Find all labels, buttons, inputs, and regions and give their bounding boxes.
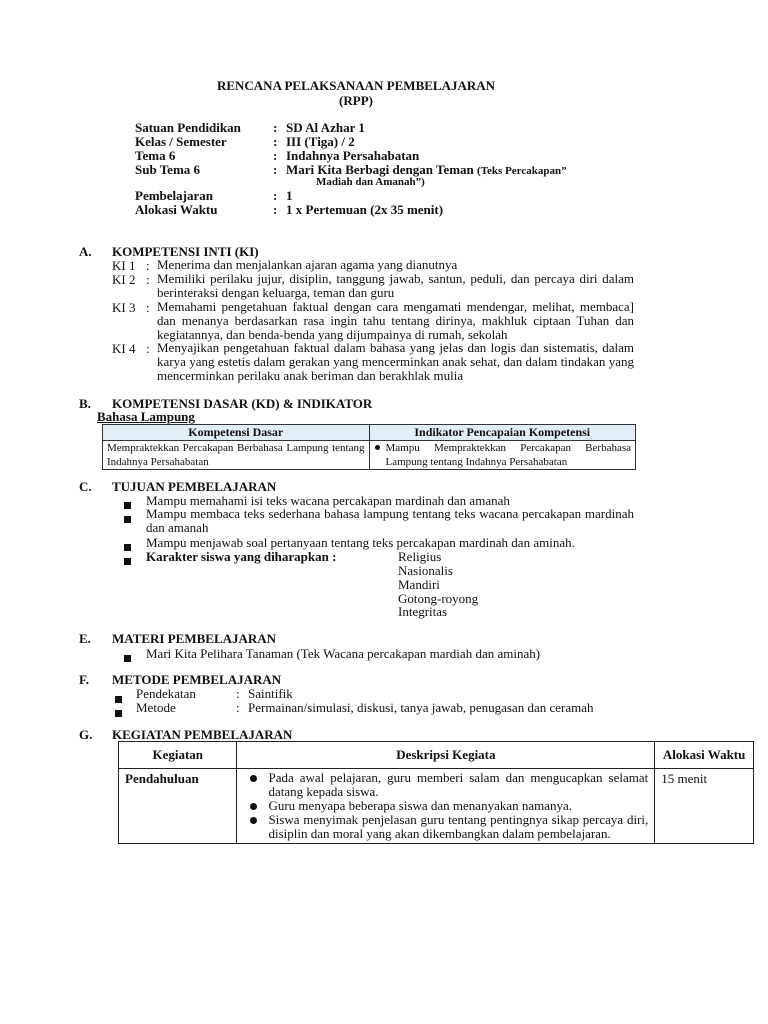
materi-item: Mari Kita Pelihara Tanaman (Tek Wacana percakapan mardiah dan aminah) (146, 646, 541, 661)
section-letter: C. (79, 479, 92, 494)
document-title: RENCANA PELAKSANAAN PEMBELAJARAN (216, 78, 496, 93)
metode-value: Permainan/simulasi, diskusi, tanya jawab, penugasan dan ceramah (248, 700, 594, 715)
info-label: Alokasi Waktu (135, 202, 218, 217)
info-value: III (Tiga) / 2 (286, 134, 355, 149)
subtema-value: Mari Kita Berbagi dengan Teman (286, 162, 474, 177)
indikator-header: Indikator Pencapaian Kompetensi (369, 425, 636, 441)
square-bullet-icon (124, 650, 131, 666)
alokasi-cell: 15 menit (655, 769, 754, 844)
section-letter: B. (79, 396, 91, 411)
karakter-item: Nasionalis (398, 563, 453, 578)
info-label: Pembelajaran (135, 188, 213, 203)
ki-text: Menyajikan pengetahuan faktual dalam bahasa yang jelas dan logis dan sistematis, dalam karya yang estetis dalam gerakan yang mencerminkan anak sehat, dan dalam tindakan yang mencerminkan perilaku anak beriman dan berakhlak mulia (157, 340, 634, 383)
info-colon: : (273, 148, 278, 163)
info-colon: : (273, 120, 278, 135)
metode-value: Saintifik (248, 686, 293, 701)
tujuan-item: Mampu membaca teks sederhana bahasa lampung tentang teks wacana percakapan mardinah dan amanah (146, 506, 634, 535)
bullet-icon (375, 445, 380, 450)
kegiatan-table (118, 741, 754, 844)
deskripsi-item (243, 813, 648, 841)
ki-code: KI 2 (112, 272, 136, 287)
metode-label: Metode (136, 700, 176, 715)
indikator-cell (369, 441, 636, 470)
section-letter: A. (79, 244, 92, 259)
karakter-item: Gotong-royong (398, 591, 479, 606)
deskripsi-text: Pada awal pelajaran, guru memberi salam dan mengucapkan selamat datang kepada siswa. (268, 770, 649, 799)
ki-colon: : (146, 258, 150, 273)
ki-code: KI 1 (112, 258, 136, 273)
section-title: KOMPETENSI DASAR (KD) & INDIKATOR (112, 396, 373, 411)
deskripsi-cell (237, 769, 655, 844)
ki-text: Memahami pengetahuan faktual dengan cara mengamati mendengar, melihat, membaca] dan menanya berdasarkan rasa ingin tahu tentang dirinya, makhluk ciptaan Tuhan dan kegiatannya, dan benda-benda yang dijumpainya di rumah, sekolah (157, 299, 634, 342)
section-letter: E. (79, 631, 91, 646)
square-bullet-icon (124, 553, 131, 569)
deskripsi-text: Guru menyapa beberapa siswa dan menanyakan namanya. (268, 798, 573, 813)
ki-colon: : (146, 300, 150, 315)
info-colon: : (273, 134, 278, 149)
info-label: Kelas / Semester (135, 134, 227, 149)
info-colon: : (273, 162, 278, 177)
ki-code: KI 3 (112, 300, 136, 315)
info-label: Tema 6 (135, 148, 176, 163)
deskripsi-item (243, 771, 648, 799)
subject-label: Bahasa Lampung (97, 409, 195, 424)
metode-colon: : (236, 686, 240, 701)
metode-label: Pendekatan (136, 686, 196, 701)
tujuan-item: Mampu menjawab soal pertanyaan tentang teks percakapan mardinah dan aminah. (146, 535, 575, 550)
ki-text: Memiliki perilaku jujur, disiplin, tanggung jawab, santun, peduli, dan percaya diri dalam berinteraksi dengan keluarga, teman dan guru (157, 271, 634, 300)
info-colon: : (273, 188, 278, 203)
document-subtitle: (RPP) (339, 93, 373, 108)
metode-colon: : (236, 700, 240, 715)
square-bullet-icon (124, 511, 131, 527)
info-value: SD Al Azhar 1 (286, 120, 365, 135)
square-bullet-icon (115, 705, 122, 721)
alokasi-header: Alokasi Waktu (655, 742, 754, 769)
subtema-note-cont: Madiah dan Amanah”) (316, 176, 425, 188)
kd-cell: Mempraktekkan Percakapan Berbahasa Lampung tentang Indahnya Persahabatan (103, 441, 370, 470)
deskripsi-header: Deskripsi Kegiata (237, 742, 655, 769)
subtema-note: (Teks Percakapan” (477, 165, 567, 177)
bullet-icon (250, 775, 257, 782)
karakter-label: Karakter siswa yang diharapkan : (146, 549, 337, 564)
karakter-item: Religius (398, 549, 442, 564)
ki-colon: : (146, 341, 150, 356)
info-value: Indahnya Persahabatan (286, 148, 420, 163)
section-title: TUJUAN PEMBELAJARAN (112, 479, 277, 494)
info-label: Satuan Pendidikan (135, 120, 241, 135)
ki-code: KI 4 (112, 341, 136, 356)
section-letter: G. (79, 727, 93, 742)
deskripsi-item (243, 799, 648, 813)
info-value: 1 (286, 188, 293, 203)
kegiatan-header: Kegiatan (119, 742, 237, 769)
bullet-icon (250, 803, 257, 810)
indikator-text: Mampu Mempraktekkan Percakapan Berbahasa Lampung tentang Indahnya Persahabatan (385, 442, 631, 468)
info-label: Sub Tema 6 (135, 162, 201, 177)
section-title: METODE PEMBELAJARAN (112, 672, 282, 687)
karakter-item: Mandiri (398, 577, 440, 592)
ki-text: Menerima dan menjalankan ajaran agama yang dianutnya (157, 257, 458, 272)
bullet-icon (250, 817, 257, 824)
info-colon: : (273, 202, 278, 217)
info-value: 1 x Pertemuan (2x 35 menit) (286, 202, 444, 217)
tujuan-item: Mampu memahami isi teks wacana percakapan mardinah dan amanah (146, 493, 510, 508)
ki-colon: : (146, 272, 150, 287)
kd-table (102, 424, 636, 470)
section-title: KOMPETENSI INTI (KI) (112, 244, 259, 259)
section-title: MATERI PEMBELAJARAN (112, 631, 277, 646)
section-letter: F. (79, 672, 89, 687)
karakter-item: Integritas (398, 604, 448, 619)
deskripsi-text: Siswa menyimak penjelasan guru tentang pentingnya sikap percaya diri, disiplin dan moral yang akan dikembangkan dalam pembelajaran. (268, 812, 649, 841)
kd-header: Kompetensi Dasar (103, 425, 370, 441)
kegiatan-cell: Pendahuluan (119, 769, 237, 844)
section-title: KEGIATAN PEMBELAJARAN (112, 727, 293, 742)
